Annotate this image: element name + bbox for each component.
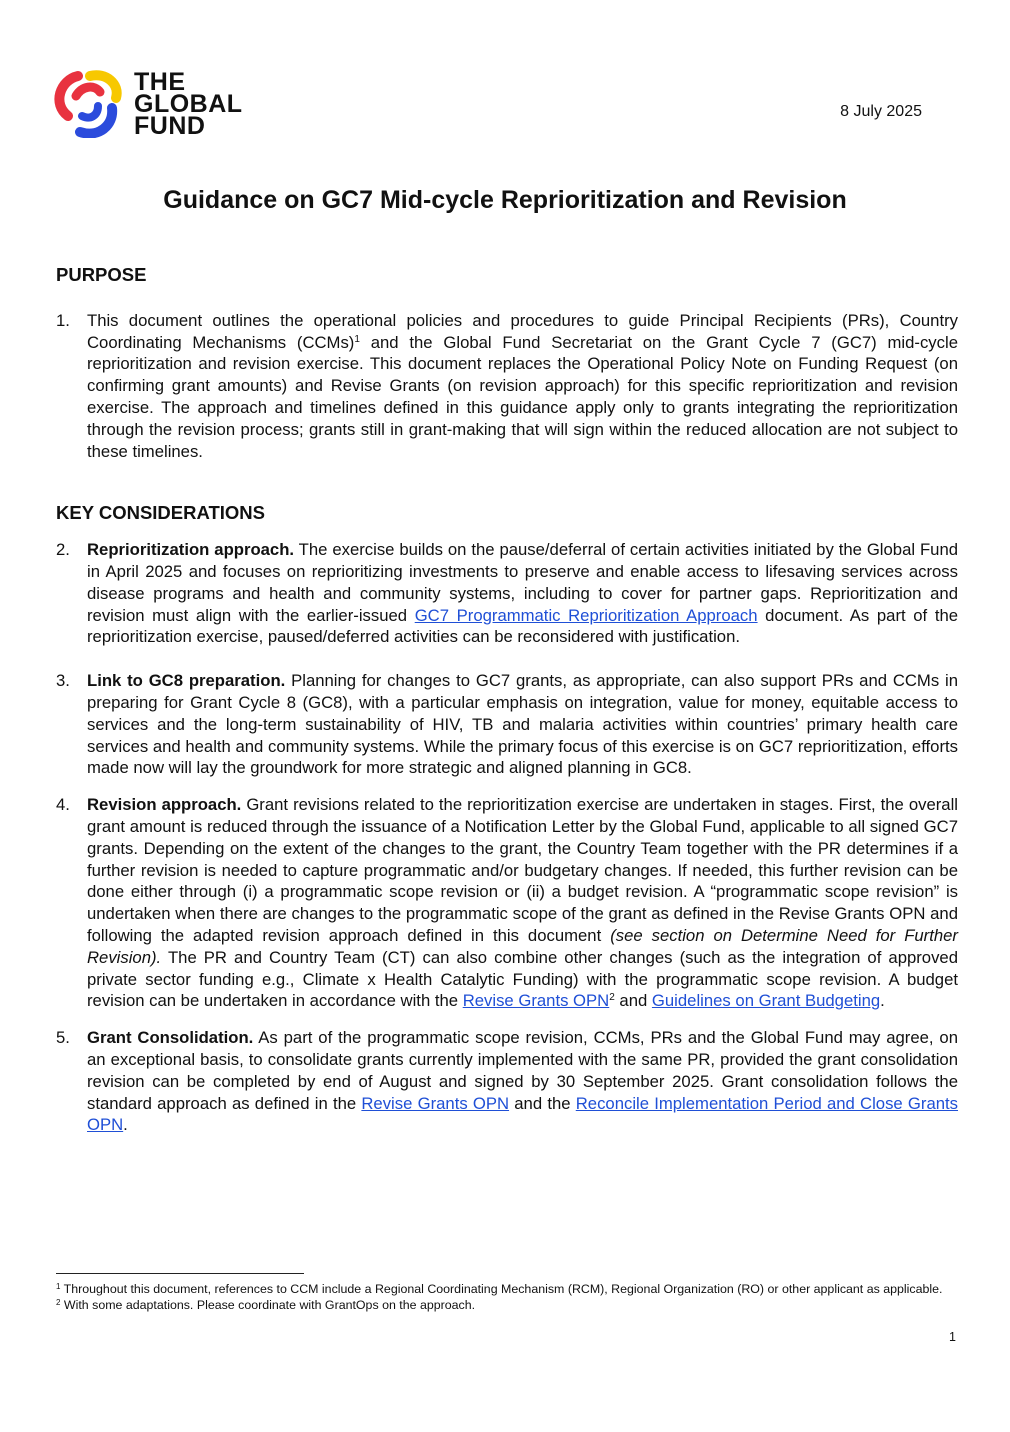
text-run: and the (509, 1093, 576, 1113)
logo-line: FUND (134, 112, 206, 140)
paragraph-lead: Reprioritization approach. (87, 540, 295, 560)
paragraph-number: 5. (56, 1028, 70, 1048)
footnote-ref-2[interactable]: 2 (609, 992, 615, 1004)
paragraph-text (87, 310, 958, 463)
text-run: Planning for changes to GC7 grants, as appropriate, can also support PRs and CCMs in preparing for Grant Cycle 8 (GC8), with a particular emphasis on integration, value for money, equitable access to services and the long-term sustainability of HIV, TB and malaria activities within countries’ primary health care services and health and community systems. While the primary focus of this exercise is on GC7 reprioritization, efforts made now will lay the groundwork for more strategic and aligned planning in GC8. (87, 671, 958, 778)
footnote-ref-1[interactable]: 1 (354, 333, 360, 345)
document-date: 8 July 2025 (840, 103, 922, 120)
footnote-text: Throughout this document, references to CCM include a Regional Coordinating Mechanism (RCM), Regional Organization (RO) or other applicant as applicable. (60, 1282, 943, 1296)
paragraph-number: 3. (56, 671, 70, 691)
paragraph-text (87, 539, 958, 648)
link-revise-grants-opn[interactable]: Revise Grants OPN (462, 991, 610, 1011)
logo-line: THE (134, 68, 186, 96)
paragraph-text (87, 794, 958, 1012)
footnote-2 (56, 1298, 958, 1314)
logo-wordmark (134, 68, 243, 140)
global-fund-logo (54, 70, 243, 138)
link-gc7-programmatic-reprioritization-approach[interactable]: GC7 Programmatic Reprioritization Approach (414, 605, 758, 625)
link-reconcile-implementation-period-opn[interactable]: Reconcile Implementation Period and Close Grants OPN (87, 1093, 959, 1135)
section-heading-key-considerations: KEY CONSIDERATIONS (56, 502, 266, 524)
text-run: . (123, 1115, 128, 1135)
footnote-divider (56, 1273, 304, 1274)
text-run: . (880, 991, 885, 1011)
document-body (56, 264, 958, 1136)
text-run: document. As part of the reprioritization exercise, paused/deferred activities can be reconsidered with justification. (87, 605, 959, 647)
paragraph-1 (56, 310, 958, 463)
footnote-1 (56, 1282, 958, 1298)
paragraph-lead: Grant Consolidation. (87, 1028, 254, 1048)
footnotes (56, 1273, 958, 1313)
link-guidelines-on-grant-budgeting[interactable]: Guidelines on Grant Budgeting (651, 991, 881, 1011)
footnote-number: 1 (56, 1282, 61, 1291)
paragraph-5 (56, 1027, 958, 1136)
text-run: Grant revisions related to the reprioritization exercise are undertaken in stages. First, the overall grant amount is reduced through the issuance of a Notification Letter by the Global Fund, applicable to all signed GC7 grants. Depending on the extent of the changes to the grant, the Country Team together with the PR determines if a further revision is needed to capture programmatic and/or budgetary changes. If needed, this further revision can be done either through (i) a programmatic scope revision or (ii) a budget revision. A “programmatic scope revision” is undertaken when there are changes to the programmatic scope of the grant as defined in the Revise Grants OPN and following the adapted revision approach defined in this document (87, 795, 958, 945)
text-run: The PR and Country Team (CT) can also combine other changes (such as the integration of approved private sector funding e.g., Climate x Health Catalytic Funding) with the programmatic scope revision. A budget revision can be undertaken in accordance with the (87, 947, 958, 1011)
paragraph-lead: Link to GC8 preparation. (87, 671, 286, 691)
text-run: The exercise builds on the pause/deferral of certain activities initiated by the Global Fund in April 2025 and focuses on reprioritizing investments to preserve and enable access to lifesaving services across disease programs and health and community systems, including to cover for partner gaps. Reprioritization and revision must align with the earlier-issued (87, 540, 959, 625)
paragraph-number: 2. (56, 540, 70, 560)
text-run-italic: (see section on Determine Need for Further Revision). (87, 925, 958, 967)
footnote-number: 2 (56, 1297, 61, 1307)
paragraph-4 (56, 794, 958, 1012)
paragraph-text (87, 1027, 958, 1136)
paragraph-text (87, 670, 958, 779)
paragraph-lead: Revision approach. (87, 795, 242, 815)
link-revise-grants-opn[interactable]: Revise Grants OPN (361, 1093, 510, 1113)
paragraph-3 (56, 670, 958, 779)
section-heading-purpose: PURPOSE (56, 264, 147, 285)
paragraph-number: 4. (56, 795, 70, 815)
document-title: Guidance on GC7 Mid-cycle Reprioritization and Revision (163, 186, 847, 214)
paragraph-number: 1. (56, 310, 70, 330)
text-run: As part of the programmatic scope revision, CCMs, PRs and the Global Fund may agree, on an exceptional basis, to consolidate grants currently implemented with the same PR, provided the grant consolidation revision can be completed by end of August and signed by 30 September 2025. Grant consolidation follows the standard approach as defined in the (87, 1028, 958, 1113)
text-run: and (614, 991, 652, 1011)
footnote-text: With some adaptations. Please coordinate with GrantOps on the approach. (60, 1297, 476, 1312)
global-fund-swirl-icon (54, 70, 126, 138)
text-run: This document outlines the operational policies and procedures to guide Principal Recipients (PRs), Country Coordinating Mechanisms (CCMs) (87, 310, 958, 352)
paragraph-2 (56, 539, 958, 648)
page-number: 1 (949, 1330, 956, 1344)
logo-line: GLOBAL (134, 90, 243, 118)
text-run: and the Global Fund Secretariat on the Grant Cycle 7 (GC7) mid-cycle reprioritization and revision exercise. This document replaces the Operational Policy Note on Funding Request (on confirming grant amounts) and Revise Grants (on revision approach) for this specific reprioritization and revision exercise. The approach and timelines defined in this guidance apply only to grants integrating the reprioritization through the revision process; grants still in grant-making that will sign within the reduced allocation are not subject to these timelines. (87, 332, 958, 461)
